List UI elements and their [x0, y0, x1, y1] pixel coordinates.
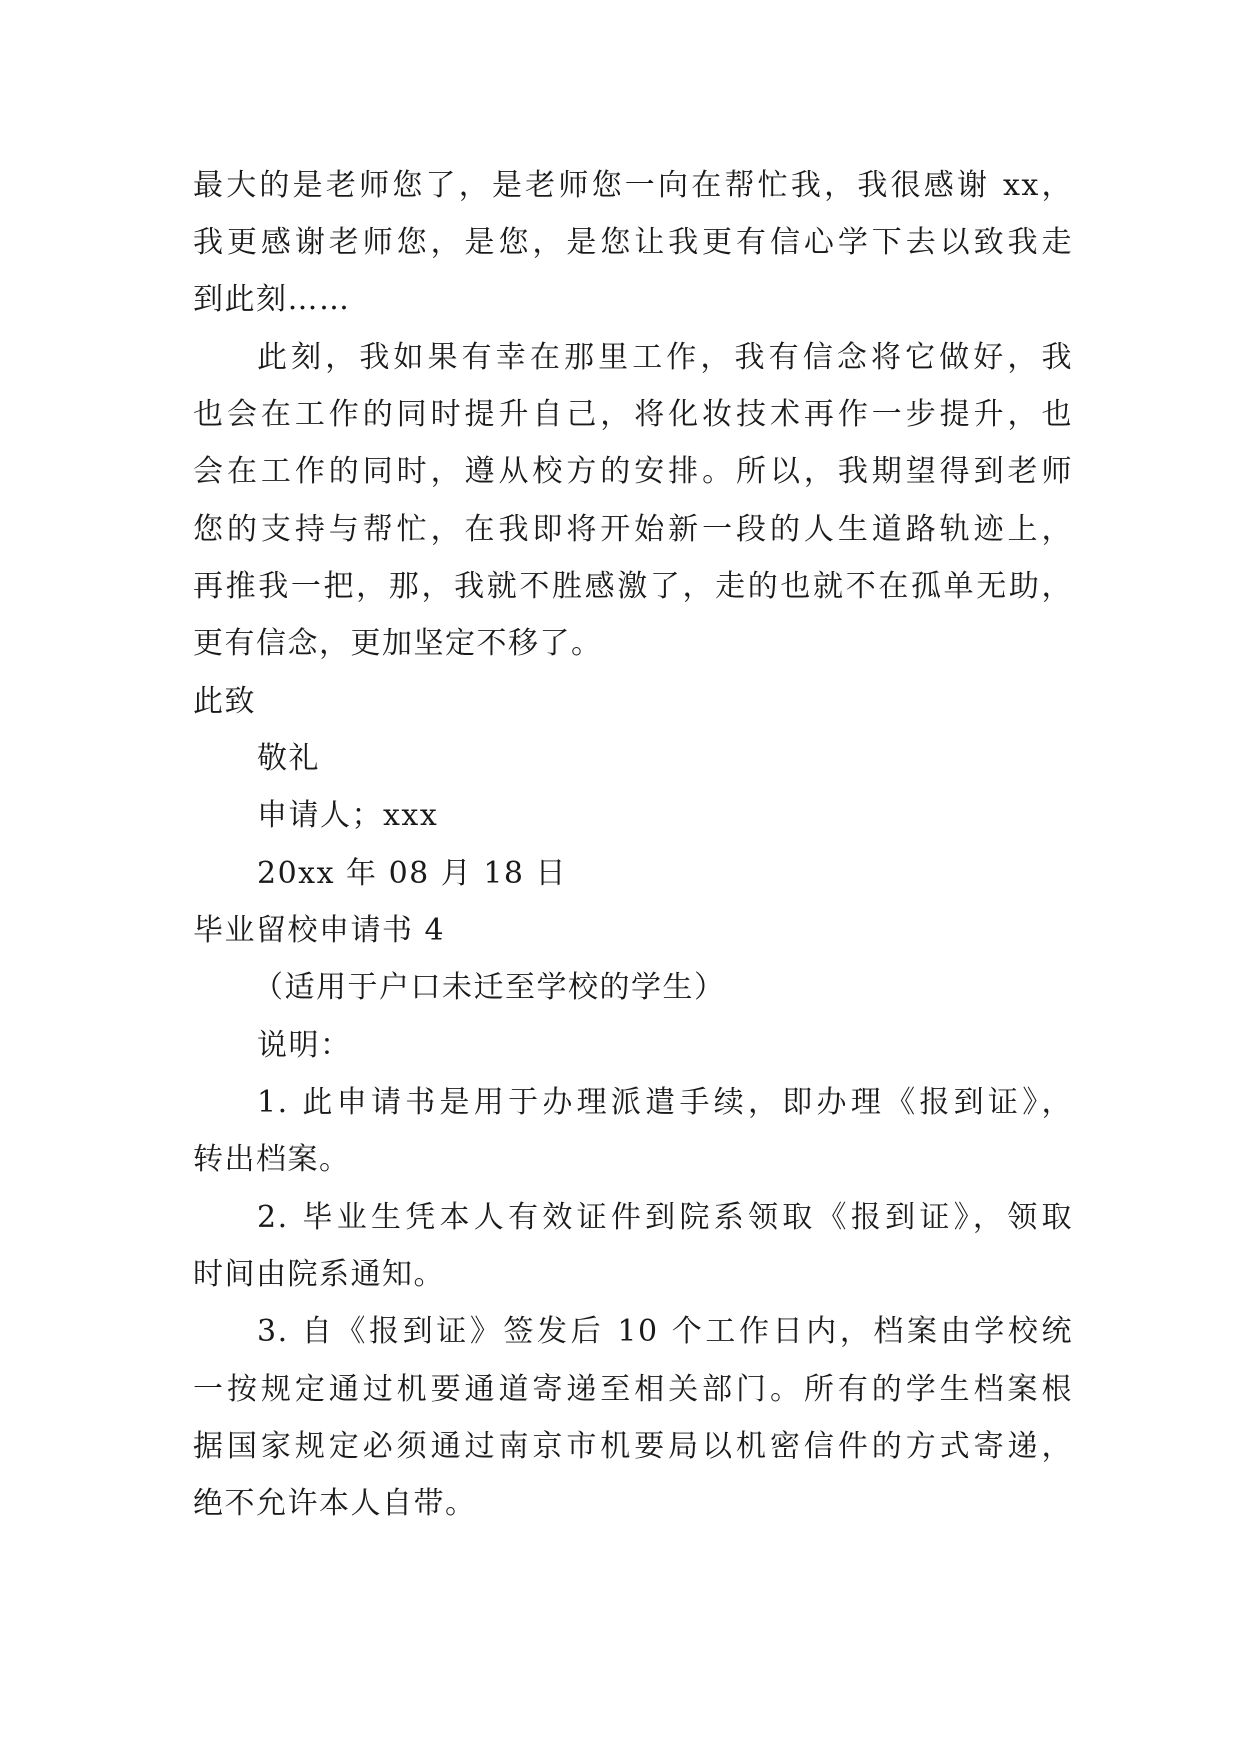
note-2-line-1: 2. 毕业生凭本人有效证件到院系领取《报到证》，领取: [257, 1200, 1073, 1235]
application-date: 20xx 年 08 月 18 日: [257, 856, 568, 891]
note-3-line-4: 绝不允许本人自带。: [193, 1486, 477, 1521]
note-2-line-2: 时间由院系通知。: [193, 1257, 445, 1292]
note-1-line-1: 1. 此申请书是用于办理派遣手续，即办理《报到证》，: [257, 1085, 1073, 1120]
paragraph-2-line-3: 会在工作的同时，遵从校方的安排。所以，我期望得到老师: [193, 454, 1073, 489]
section-subtitle: （适用于户口未迁至学校的学生）: [253, 970, 726, 1005]
paragraph-2-line-5: 再推我一把，那，我就不胜感激了，走的也就不在孤单无助，: [193, 569, 1073, 604]
paragraph-2-line-2: 也会在工作的同时提升自己，将化妆技术再作一步提升，也: [193, 397, 1073, 432]
note-3-line-3: 据国家规定必须通过南京市机要局以机密信件的方式寄递，: [193, 1429, 1073, 1464]
closing-regards: 敬礼: [257, 741, 320, 776]
paragraph-2-line-4: 您的支持与帮忙，在我即将开始新一段的人生道路轨迹上，: [193, 512, 1073, 547]
section-title: 毕业留校申请书 4: [193, 913, 446, 948]
notes-heading: 说明：: [257, 1028, 352, 1063]
note-3-line-1: 3. 自《报到证》签发后 10 个工作日内，档案由学校统: [257, 1314, 1073, 1349]
closing-salutation: 此致: [193, 684, 256, 719]
paragraph-2-line-6: 更有信念，更加坚定不移了。: [193, 626, 603, 661]
paragraph-1-line-1: 最大的是老师您了，是老师您一向在帮忙我，我很感谢 xx，: [193, 168, 1073, 203]
note-1-line-2: 转出档案。: [193, 1142, 351, 1177]
paragraph-1-line-3: 到此刻……: [193, 282, 351, 317]
note-3-line-2: 一按规定通过机要通道寄递至相关部门。所有的学生档案根: [193, 1372, 1073, 1407]
paragraph-1-line-2: 我更感谢老师您，是您，是您让我更有信心学下去以致我走: [193, 225, 1073, 260]
applicant-signature: 申请人；xxx: [257, 798, 439, 833]
paragraph-2-line-1: 此刻，我如果有幸在那里工作，我有信念将它做好，我: [257, 340, 1073, 375]
